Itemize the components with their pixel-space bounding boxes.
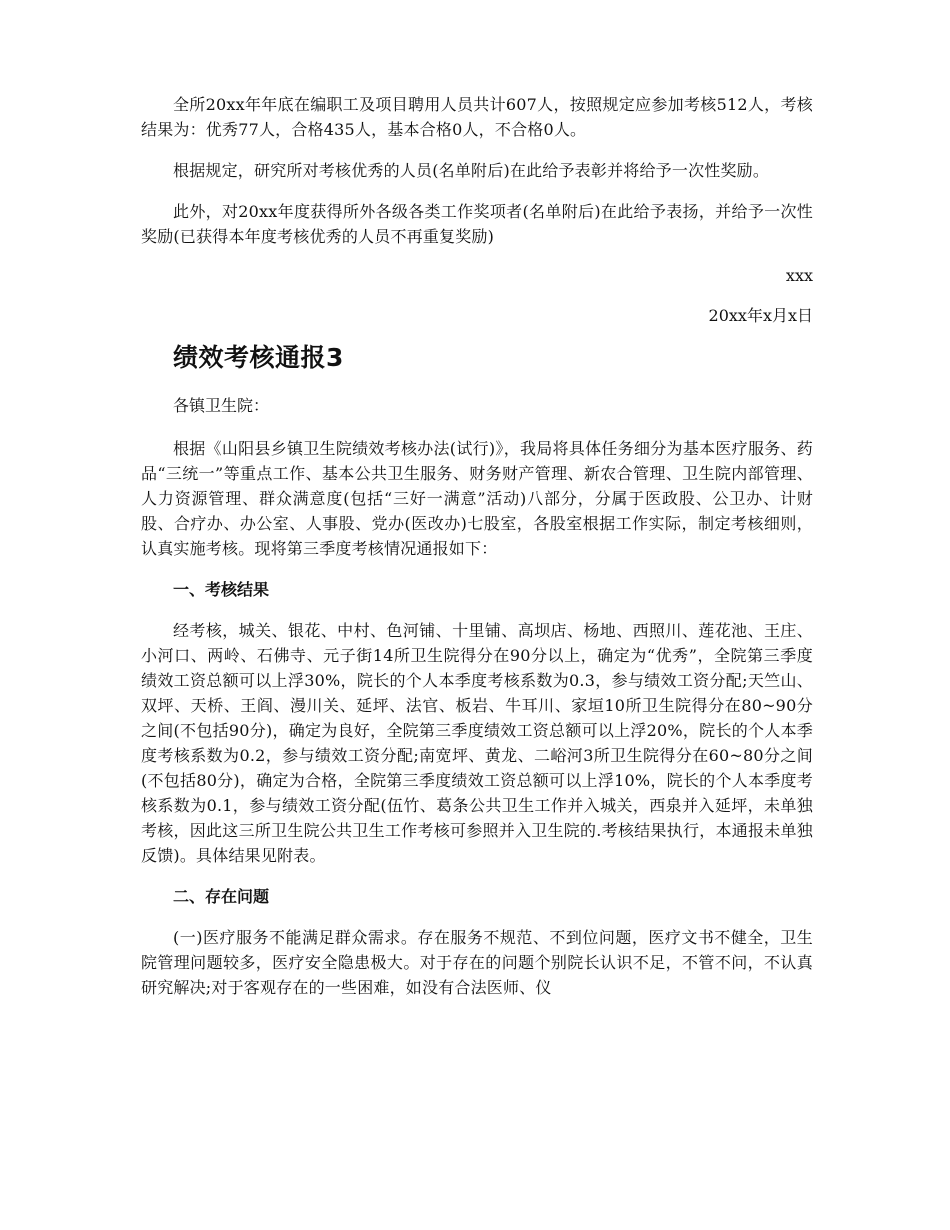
heading-problems: 二、存在问题 [173,887,270,906]
date-line: 20xx年x月x日 [708,306,813,325]
paragraph-commendation: 根据规定，研究所对考核优秀的人员(名单附后)在此给予表彰并将给予一次性奖励。 [173,161,770,180]
document-page [141,92,813,1016]
signature: xxx [785,266,813,285]
paragraph-results: 经考核，城关、银花、中村、色河铺、十里铺、高坝店、杨地、西照川、莲花池、王庄、小河口、两岭、石佛寺、元子街14所卫生院得分在90分以上，确定为“优秀”，全院第三季度绩效工资总额可以上浮30%，院长的个人本季度考核系数为0.3，参与绩效工资分配;天竺山、双坪、天桥、王阎、漫川关、延坪、法官、板岩、牛耳川、家垣10所卫生院得分在80~90分之间(不包括90分)，确定为良好，全院第三季度绩效工资总额可以上浮20%，院长的个人本季度考核系数为0.2，参与绩效工资分配;南宽坪、黄龙、二峪河3所卫生院得分在60~80分之间(不包括80分)，确定为合格，全院第三季度绩效工资总额可以上浮10%，院长的个人本季度考核系数为0.1，参与绩效工资分配(伍竹、葛条公共卫生工作并入城关，西泉并入延坪，未单独考核，因此这三所卫生院公共卫生工作考核可参照并入卫生院的.考核结果执行，本通报未单独反馈)。具体结果见附表。 [141,621,813,865]
heading-results: 一、考核结果 [173,580,270,599]
section-title: 绩效考核通报3 [173,343,344,372]
paragraph-external-awards: 此外，对20xx年度获得所外各级各类工作奖项者(名单附后)在此给予表扬，并给予一次性奖励(已获得本年度考核优秀的人员不再重复奖励) [141,202,813,246]
paragraph-staff-assessment: 全所20xx年年底在编职工及项目聘用人员共计607人，按照规定应参加考核512人，考核结果为：优秀77人，合格435人，基本合格0人，不合格0人。 [141,95,813,139]
salutation: 各镇卫生院： [173,396,270,415]
paragraph-intro: 根据《山阳县乡镇卫生院绩效考核办法(试行)》，我局将具体任务细分为基本医疗服务、药品“三统一”等重点工作、基本公共卫生服务、财务财产管理、新农合管理、卫生院内部管理、人力资源管理、群众满意度(包括“三好一满意”活动)八部分，分属于医政股、公卫办、计财股、合疗办、办公室、人事股、党办(医改办)七股室，各股室根据工作实际，制定考核细则，认真实施考核。现将第三季度考核情况通报如下： [141,439,813,558]
paragraph-problems: (一)医疗服务不能满足群众需求。存在服务不规范、不到位问题，医疗文书不健全，卫生院管理问题较多，医疗安全隐患极大。对于存在的问题个别院长认识不足，不管不问，不认真研究解决;对于客观存在的一些困难，如没有合法医师、仪 [141,928,813,997]
